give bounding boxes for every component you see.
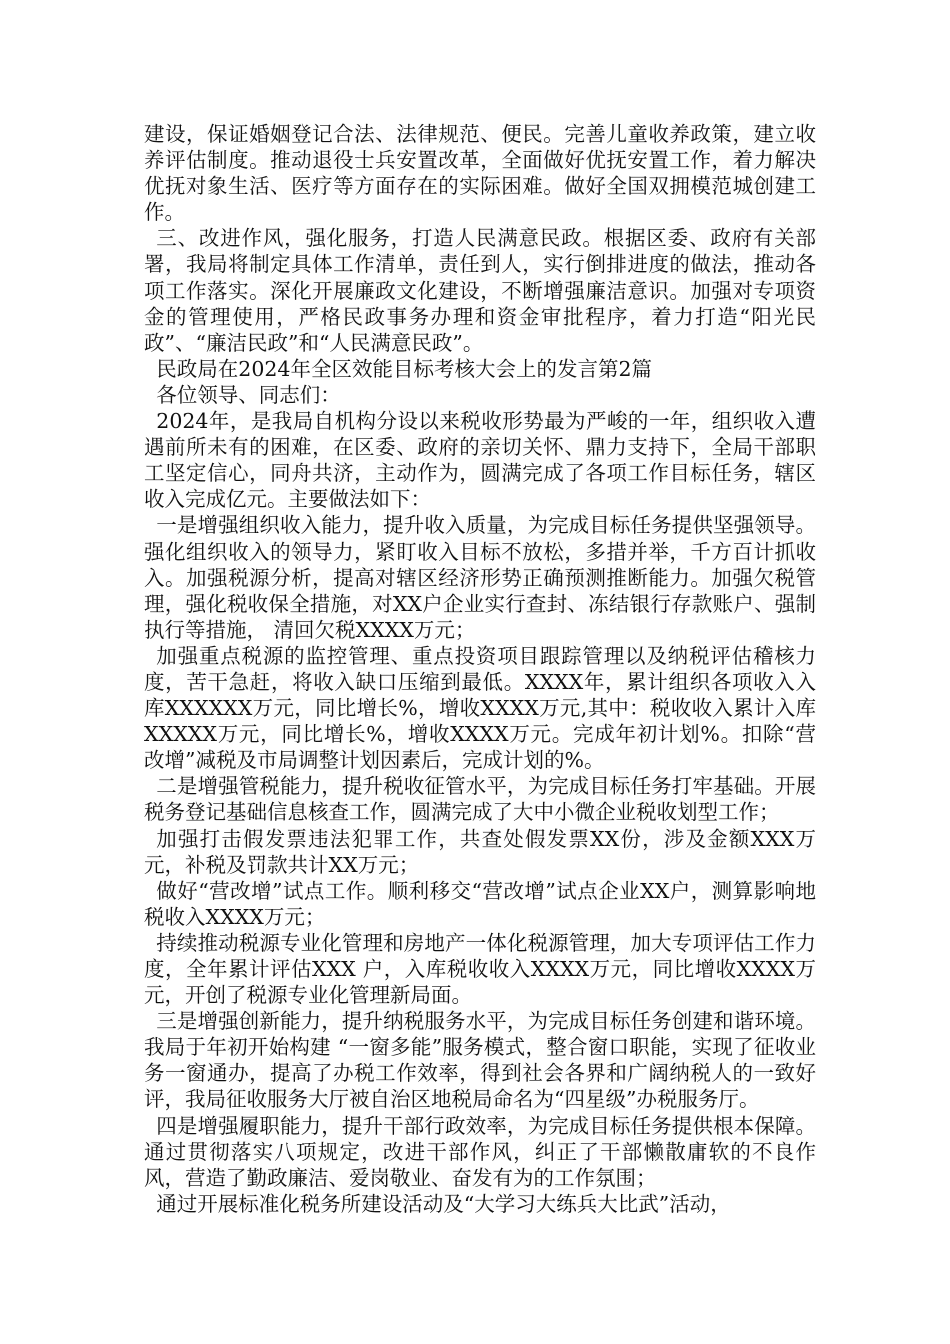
document-body [144, 121, 816, 1217]
paragraph-point-two: 二是增强管税能力，提升税收征管水平，为完成目标任务打牢基础。开展税务登记基础信息核查工作，圆满完成了大中小微企业税收划型工作； [144, 774, 816, 825]
paragraph-point-four: 四是增强履职能力，提升干部行政效率，为完成目标任务提供根本保障。通过贯彻落实八项规定，改进干部作风，纠正了干部懒散庸软的不良作风，营造了勤政廉洁、爱岗敬业、奋发有为的工作氛围； [144, 1113, 816, 1190]
paragraph-intro: 2024年，是我局自机构分设以来税收形势最为严峻的一年，组织收入遭遇前所未有的困难，在区委、政府的亲切关怀、鼎力支持下，全局干部职工坚定信心，同舟共济，主动作为，圆满完成了各项工作目标任务，辖区收入完成亿元。主要做法如下： [144, 409, 816, 512]
article-title: 民政局在2024年全区效能目标考核大会上的发言第2篇 [156, 356, 653, 381]
paragraph-continuation: 建设，保证婚姻登记合法、法律规范、便民。完善儿童收养政策，建立收养评估制度。推动退役士兵安置改革，全面做好优抚安置工作，着力解决优抚对象生活、医疗等方面存在的实际困难。做好全国双拥模范城创建工作。 [144, 122, 816, 225]
paragraph-fake-invoice: 加强打击假发票违法犯罪工作，共查处假发票XX份，涉及金额XXX万元，补税及罚款共计XX万元； [144, 826, 816, 877]
paragraph-point-one-cont: 加强重点税源的监控管理、重点投资项目跟踪管理以及纳税评估稽核力度，苦干急赶，将收入缺口压缩到最低。XXXX年，累计组织各项收入入库XXXXXX万元，同比增长%，增收XXXX万元,其中：税收收入累计入库XXXXX万元，同比增长%，增收XXXX万元。完成年初计划%。扣除“营改增”减税及市局调整计划因素后，完成计划的%。 [144, 643, 816, 773]
paragraph-point-three: 三是增强创新能力，提升纳税服务水平，为完成目标任务创建和谐环境。我局于年初开始构建 “一窗多能”服务模式，整合窗口职能，实现了征收业务一窗通办，提高了办税工作效率，得到社会各界和广阔纳税人的一致好评，我局征收服务大厅被自治区地税局命名为“四星级”办税服务厅。 [144, 1009, 816, 1112]
salutation: 各位领导、同志们： [156, 382, 341, 407]
paragraph-tax-source: 持续推动税源专业化管理和房地产一体化税源管理，加大专项评估工作力度，全年累计评估XXX 户，入库税收收入XXXX万元，同比增收XXXX万元，开创了税源专业化管理新局面。 [144, 930, 816, 1008]
paragraph-vat-pilot: 做好“营改增”试点工作。顺利移交“营改增”试点企业XX户，测算影响地税收入XXXX万元； [144, 878, 816, 929]
paragraph-training: 通过开展标准化税务所建设活动及“大学习大练兵大比武”活动， [156, 1191, 731, 1216]
paragraph-point-one: 一是增强组织收入能力，提升收入质量，为完成目标任务提供坚强领导。强化组织收入的领导力，紧盯收入目标不放松，多措并举，千方百计抓收入。加强税源分析，提高对辖区经济形势正确预测推断能力。加强欠税管理，强化税收保全措施，对XX户企业实行查封、冻结银行存款账户、强制执行等措施， 清回欠税XXXX万元； [144, 513, 816, 642]
paragraph-section-three: 三、改进作风，强化服务，打造人民满意民政。根据区委、政府有关部署，我局将制定具体工作清单，责任到人，实行倒排进度的做法，推动各项工作落实。深化开展廉政文化建设，不断增强廉洁意识。加强对专项资金的管理使用，严格民政事务办理和资金审批程序，着力打造“阳光民政”、“廉洁民政”和“人民满意民政”。 [144, 226, 816, 355]
